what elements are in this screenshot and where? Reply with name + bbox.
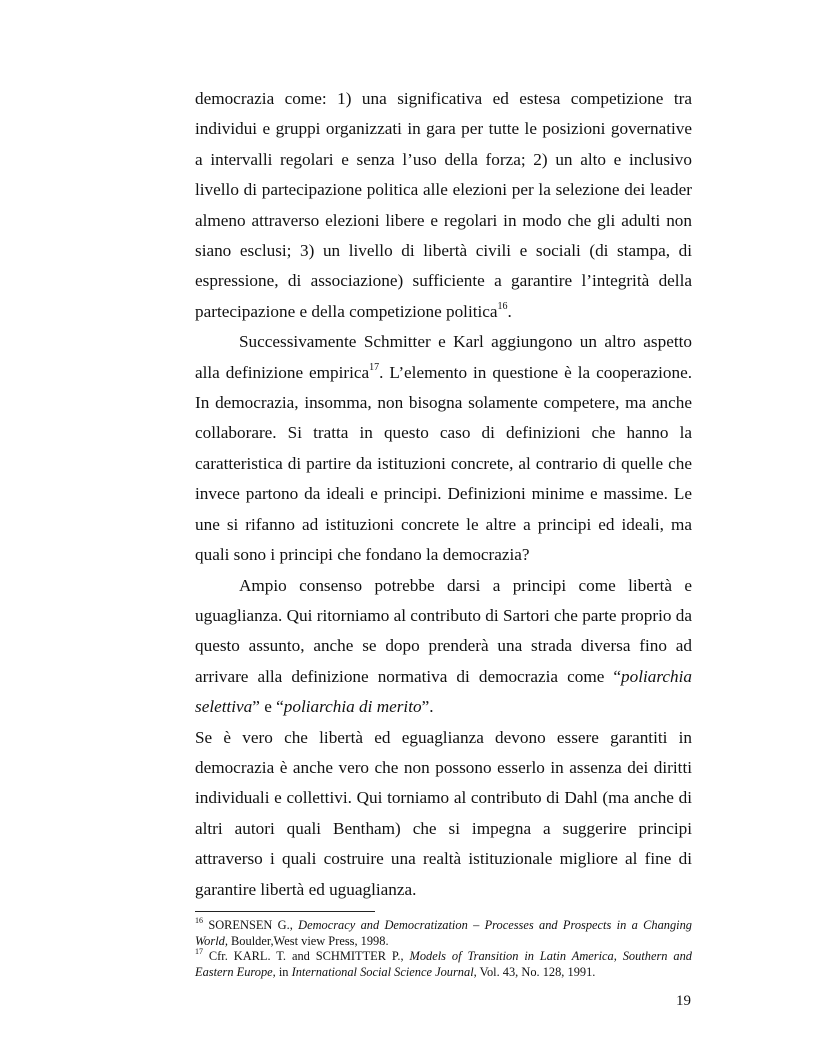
paragraph-3-text-b: ” e “ bbox=[252, 697, 284, 717]
footnote-16-rest: Boulder,West view Press, 1998. bbox=[227, 933, 389, 948]
paragraph-3-text-a: Ampio consenso potrebbe darsi a principi come libertà e uguaglianza. Qui ritorniamo al contributo di Sartori che parte proprio da questo assunto, anche se dopo prenderà una strada diversa fino ad arrivare alla definizione normativa di democrazia come “ bbox=[195, 575, 692, 686]
footnote-17-number: 17 bbox=[195, 947, 203, 957]
paragraph-2-text-a: Successivamente Schmitter e Karl aggiungono un altro aspetto alla definizione empirica bbox=[195, 332, 692, 382]
body-text bbox=[195, 84, 692, 905]
footnotes bbox=[195, 915, 692, 980]
page-number: 19 bbox=[676, 993, 691, 1009]
footnote-17-journal: International Social Science Journal bbox=[291, 964, 474, 979]
footnote-17-author: Cfr. KARL. T. and SCHMITTER P., bbox=[203, 949, 410, 964]
paragraph-1-text: democrazia come: 1) una significativa ed estesa competizione tra individui e gruppi organizzati in gara per tutte le posizioni governative a intervalli regolari e senza l’uso della forza; 2) un alto e inclusivo livello di partecipazione politica alle elezioni per la selezione dei leader almeno attraverso elezioni libere e regolari in modo che gli adulti non siano esclusi; 3) un livello di libertà civili e sociali (di stampa, di espressione, di associazione) sufficiente a garantire l’integrità della partecipazione e della competizione politica bbox=[195, 89, 692, 321]
footnote-16-title: Democracy and Democratization – Processes and Prospects in a Changing World, bbox=[195, 918, 692, 948]
paragraph-1-end: . bbox=[507, 301, 512, 321]
paragraph-4 bbox=[195, 723, 692, 905]
footnote-ref-17[interactable]: 17 bbox=[369, 361, 380, 373]
paragraph-2 bbox=[195, 327, 692, 570]
footnote-17-title: Models of Transition in Latin America, Southern and Eastern Europe, bbox=[195, 949, 692, 979]
footnote-17-rest: , Vol. 43, No. 128, 1991. bbox=[473, 964, 596, 979]
footnote-16 bbox=[195, 915, 692, 949]
footnote-16-author: SORENSEN G., bbox=[203, 918, 299, 932]
paragraph-1 bbox=[195, 84, 692, 327]
paragraph-3-text-c: ”. bbox=[421, 697, 434, 717]
footnote-separator bbox=[195, 911, 375, 912]
footnote-17 bbox=[195, 949, 692, 980]
footnote-ref-16[interactable]: 16 bbox=[497, 301, 508, 313]
paragraph-3-italic-b: poliarchia di merito bbox=[283, 697, 422, 717]
paragraph-4-text: Se è vero che libertà ed eguaglianza devono essere garantiti in democrazia è anche vero che non possono esserlo in assenza dei diritti individuali e collettivi. Qui torniamo al contributo di Dahl (ma anche di altri autori quali Bentham) che si impegna a suggerire principi attraverso i quali costruire una realtà istituzionale migliore al fine di garantire libertà ed uguaglianza. bbox=[195, 727, 692, 899]
footnote-16-number: 16 bbox=[195, 915, 203, 925]
paragraph-3 bbox=[195, 571, 692, 723]
footnote-17-mid: in bbox=[275, 964, 292, 979]
paragraph-2-text-b: . L’elemento in questione è la cooperazione. In democrazia, insomma, non bisogna solamente competere, ma anche collaborare. Si tratta in questo caso di definizioni che hanno la caratteristica di partire da istituzioni concrete, al contrario di quelle che invece partono da ideali e principi. Definizioni minime e massime. Le une si rifanno ad istituzioni concrete le altre a principi ed ideali, ma quali sono i principi che fondano la democrazia? bbox=[195, 362, 692, 565]
paragraph-3-italic-a: poliarchia selettiva bbox=[195, 666, 692, 717]
